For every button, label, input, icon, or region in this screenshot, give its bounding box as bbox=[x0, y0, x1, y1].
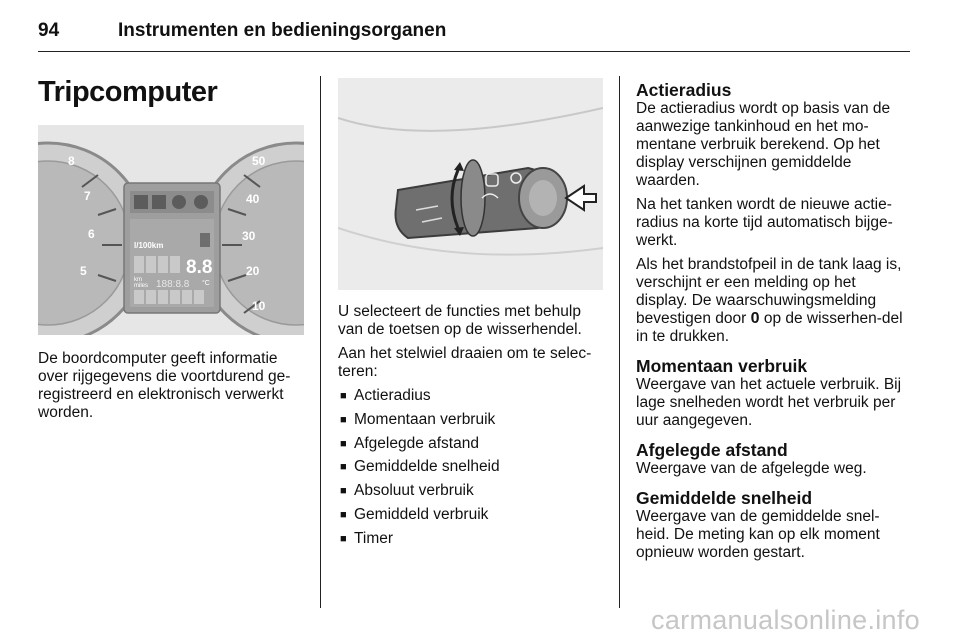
gauge-left-label-3: 5 bbox=[80, 264, 87, 278]
gauge-left-label-1: 7 bbox=[84, 189, 91, 203]
thumbwheel-paragraph: Aan het stelwiel draaien om te selec-teren: bbox=[338, 345, 592, 380]
bullet-icon: ■ bbox=[340, 437, 347, 450]
gauge-right-label-0: 50 bbox=[252, 154, 266, 168]
list-item: ■ Gemiddeld verbruik bbox=[340, 505, 489, 523]
page-header bbox=[38, 18, 910, 52]
bullet-icon: ■ bbox=[340, 413, 347, 426]
page-number: 94 bbox=[38, 20, 60, 41]
section-title: Tripcomputer bbox=[38, 76, 218, 108]
gauge-left-label-0: 8 bbox=[68, 154, 75, 168]
instrument-cluster-figure bbox=[38, 125, 304, 335]
bullet-icon: ■ bbox=[340, 508, 347, 521]
heading-afgelegde-afstand: Afgelegde afstand bbox=[636, 440, 788, 460]
cluster-readout-small: 188:8.8 bbox=[156, 279, 190, 290]
list-item: ■ Gemiddelde snelheid bbox=[340, 458, 500, 476]
watermark: carmanualsonline.info bbox=[651, 605, 920, 635]
heading-gemiddelde-snelheid: Gemiddelde snelheid bbox=[636, 488, 813, 508]
column-divider-2 bbox=[619, 76, 620, 608]
range-paragraph-1: De actieradius wordt op basis van de aanwezige tankinhoud en het mo-mentane verbruik berekend. Op het display verschijnen gemiddelde waarden. bbox=[636, 100, 891, 189]
list-item: ■ Momentaan verbruik bbox=[340, 410, 496, 428]
selection-paragraph: U selecteert de functies met behulp van de toetsen op de wisserhendel. bbox=[338, 303, 582, 338]
column-1 bbox=[38, 350, 308, 428]
distance-paragraph: Weergave van de afgelegde weg. bbox=[636, 460, 867, 477]
heading-momentaan-verbruik: Momentaan verbruik bbox=[636, 356, 808, 376]
cluster-unit-km: km bbox=[134, 277, 142, 283]
list-item: ■ Timer bbox=[340, 529, 394, 547]
instrument-cluster-illustration bbox=[38, 125, 304, 335]
cluster-unit-miles: miles bbox=[134, 283, 149, 289]
column-3 bbox=[636, 80, 908, 568]
list-item: ■ Actieradius bbox=[340, 387, 431, 404]
gauge-right-label-3: 20 bbox=[246, 264, 260, 278]
page-header-title: Instrumenten en bedieningsorganen bbox=[118, 20, 447, 41]
range-paragraph-3: Als het brandstofpeil in de tank laag is, verschijnt er een melding op het display. De waarschuwingsmelding bevestigen door 0 op de wisserhen-del in te drukken. bbox=[636, 256, 903, 345]
bullet-icon: ■ bbox=[340, 532, 347, 545]
cluster-unit-consumption: l/100km bbox=[134, 241, 164, 250]
function-list bbox=[338, 387, 610, 548]
gauge-right-label-1: 40 bbox=[246, 192, 260, 206]
gauge-left-label-2: 6 bbox=[88, 227, 95, 241]
wiper-lever-figure bbox=[338, 78, 603, 290]
list-item: ■ Afgelegde afstand bbox=[340, 434, 479, 452]
intro-paragraph: De boordcomputer geeft informatie over rijgegevens die voortdurend ge-registreerd en elektronisch verwerkt worden. bbox=[38, 350, 291, 421]
list-item: ■ Absoluut verbruik bbox=[340, 482, 474, 500]
bullet-icon: ■ bbox=[340, 485, 347, 498]
bullet-icon: ■ bbox=[340, 461, 347, 474]
cluster-readout: 8.8 bbox=[186, 257, 213, 278]
cluster-unit-temp: °C bbox=[202, 280, 210, 287]
gauge-right-label-4: 10 bbox=[252, 299, 266, 313]
gauge-right-label-2: 30 bbox=[242, 229, 256, 243]
momentary-paragraph: Weergave van het actuele verbruik. Bij lage snelheden wordt het verbruik per uur aangegeven. bbox=[636, 376, 902, 429]
heading-actieradius: Actieradius bbox=[636, 80, 732, 100]
wiper-button-icon: 0 bbox=[750, 310, 760, 327]
wiper-lever-illustration bbox=[338, 78, 603, 290]
column-2 bbox=[338, 303, 610, 554]
column-divider-1 bbox=[320, 76, 321, 608]
range-paragraph-2: Na het tanken wordt de nieuwe actie-radius na korte tijd automatisch bijge-werkt. bbox=[636, 196, 893, 249]
bullet-icon: ■ bbox=[340, 390, 347, 402]
speed-paragraph: Weergave van de gemiddelde snel-heid. De meting kan op elk moment opnieuw worden gestart. bbox=[636, 508, 880, 561]
